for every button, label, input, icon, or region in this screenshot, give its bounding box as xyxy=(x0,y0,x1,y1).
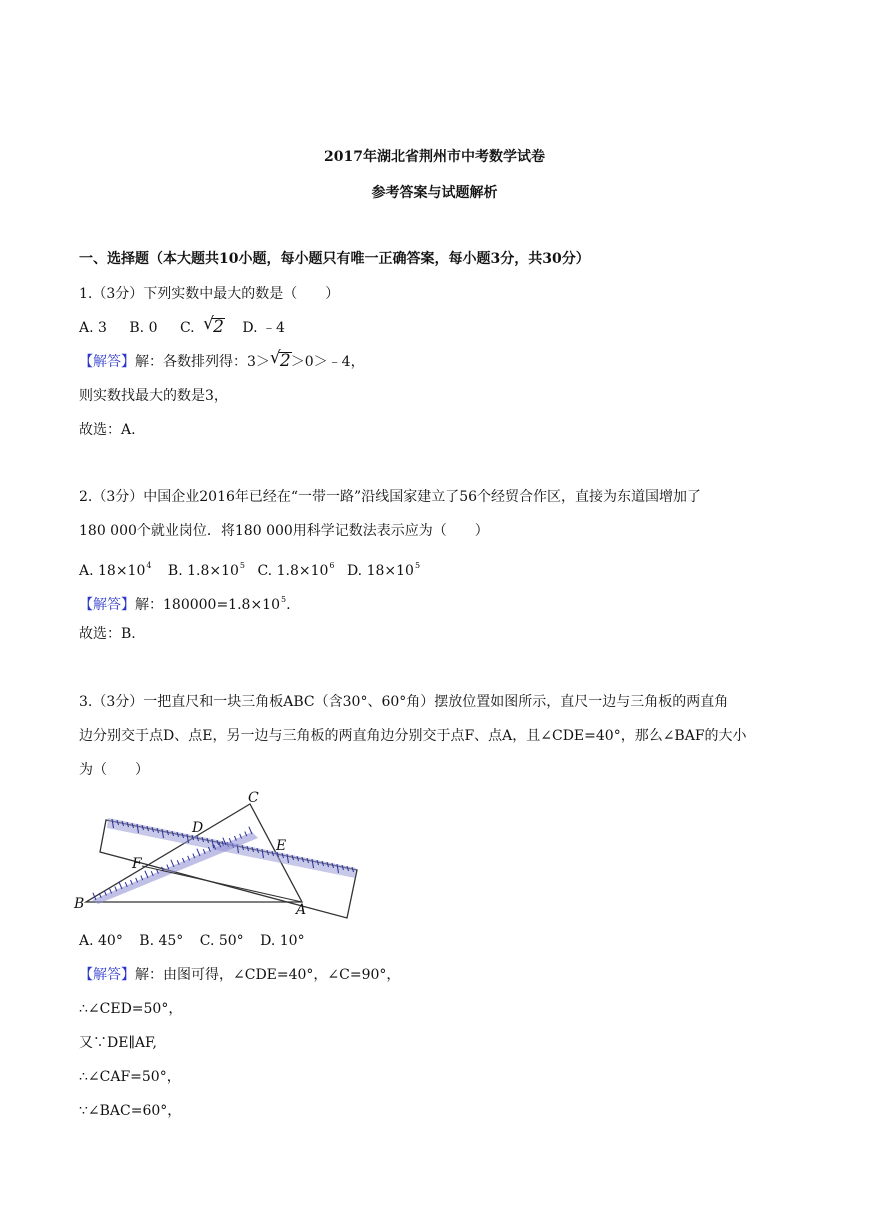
q2-option-d: D. $18\times 10^5$ xyxy=(346,561,421,579)
q3-answer-line5: ∵∠BAC=60°， xyxy=(79,1103,182,1119)
label-e: E xyxy=(276,838,287,854)
q2-option-a: A. $18\times 10^4$ xyxy=(79,561,152,579)
q2-answer-line2: 故选：B. xyxy=(79,626,136,642)
label-b: B xyxy=(74,896,85,912)
q3-option-a: A. 40° xyxy=(79,933,123,949)
q1-option-b: B. 0 xyxy=(129,320,158,336)
q3-answer-line3: 又∵DE∥AF, xyxy=(79,1035,158,1051)
q3-answer-line1: 【解答】解：由图可得，∠CDE=40°，∠C=90°， xyxy=(79,967,401,983)
answer-tag: 【解答】 xyxy=(79,597,135,613)
q3-answer-line4: ∴∠CAF=50°， xyxy=(79,1069,181,1085)
q3-stem-line1: 3.（3分）一把直尺和一块三角板ABC（含30°、60°角）摆放位置如图所示，直尺一边与三角板的两直角 xyxy=(79,694,729,710)
page-subtitle: 参考答案与试题解析 xyxy=(371,185,498,201)
q2-answer-line1: 【解答】解：$180000=1.8\times 10^5$. xyxy=(79,595,291,613)
section-heading: 一、选择题（本大题共10小题，每小题只有唯一正确答案，每小题3分，共30分） xyxy=(79,251,590,267)
q1-answer-line3: 故选：A. xyxy=(79,422,136,438)
answer-tag: 【解答】 xyxy=(79,354,135,370)
q3-option-d: D. 10° xyxy=(260,933,305,949)
q2-option-b: B. $1.8\times 10^5$ xyxy=(167,561,246,579)
line-fa xyxy=(142,866,302,902)
q2-options xyxy=(79,556,438,581)
q3-stem-line3: 为（ ） xyxy=(79,762,149,778)
label-d: D xyxy=(192,820,204,836)
q2-stem-line2: 180 000个就业岗位．将180 000用科学记数法表示应为（ ） xyxy=(79,523,489,539)
sqrt-icon: √ xyxy=(203,314,214,334)
q1-stem: 1.（3分）下列实数中最大的数是（ ） xyxy=(79,286,340,302)
q1-option-a: A. 3 xyxy=(79,320,107,336)
label-f: F xyxy=(132,856,142,872)
q1-option-c-prefix: C. xyxy=(179,320,195,336)
ruler-triangle-figure xyxy=(72,790,362,920)
q1-answer-sqrt: √ 2 xyxy=(269,348,291,371)
hypotenuse-tick xyxy=(119,882,122,889)
q1-option-c-sqrt: √ 2 xyxy=(203,314,224,337)
page-title: 2017年湖北省荆州市中考数学试卷 xyxy=(324,149,545,165)
q2-stem-line1: 2.（3分）中国企业2016年已经在“一带一路”沿线国家建立了56个经贸合作区，直接为东道国增加了 xyxy=(79,489,702,505)
triangle-edge-band xyxy=(92,832,258,904)
q3-answer-line2: ∴∠CED=50°， xyxy=(79,1001,183,1017)
q1-answer-line2: 则实数找最大的数是3， xyxy=(79,388,228,404)
q1-answer-line1: 【解答】解：各数排列得：3＞ √ 2＞0＞﹣4， xyxy=(79,348,365,371)
answer-tag: 【解答】 xyxy=(79,967,135,983)
q3-stem-line2: 边分别交于点D、点E，另一边与三角板的两直角边分别交于点F、点A，且∠CDE=40°，那么∠BAF的大小 xyxy=(79,728,747,744)
q2-option-c: C. $1.8\times 10^6$ xyxy=(257,561,335,579)
q1-options xyxy=(79,314,303,338)
q1-option-d: D. ﹣4 xyxy=(242,320,285,336)
q3-option-c: C. 50° xyxy=(199,933,244,949)
label-a: A xyxy=(296,902,307,918)
q3-option-b: B. 45° xyxy=(139,933,184,949)
label-c: C xyxy=(248,790,259,806)
sqrt-icon: √ xyxy=(269,348,281,368)
q3-options xyxy=(79,931,323,951)
